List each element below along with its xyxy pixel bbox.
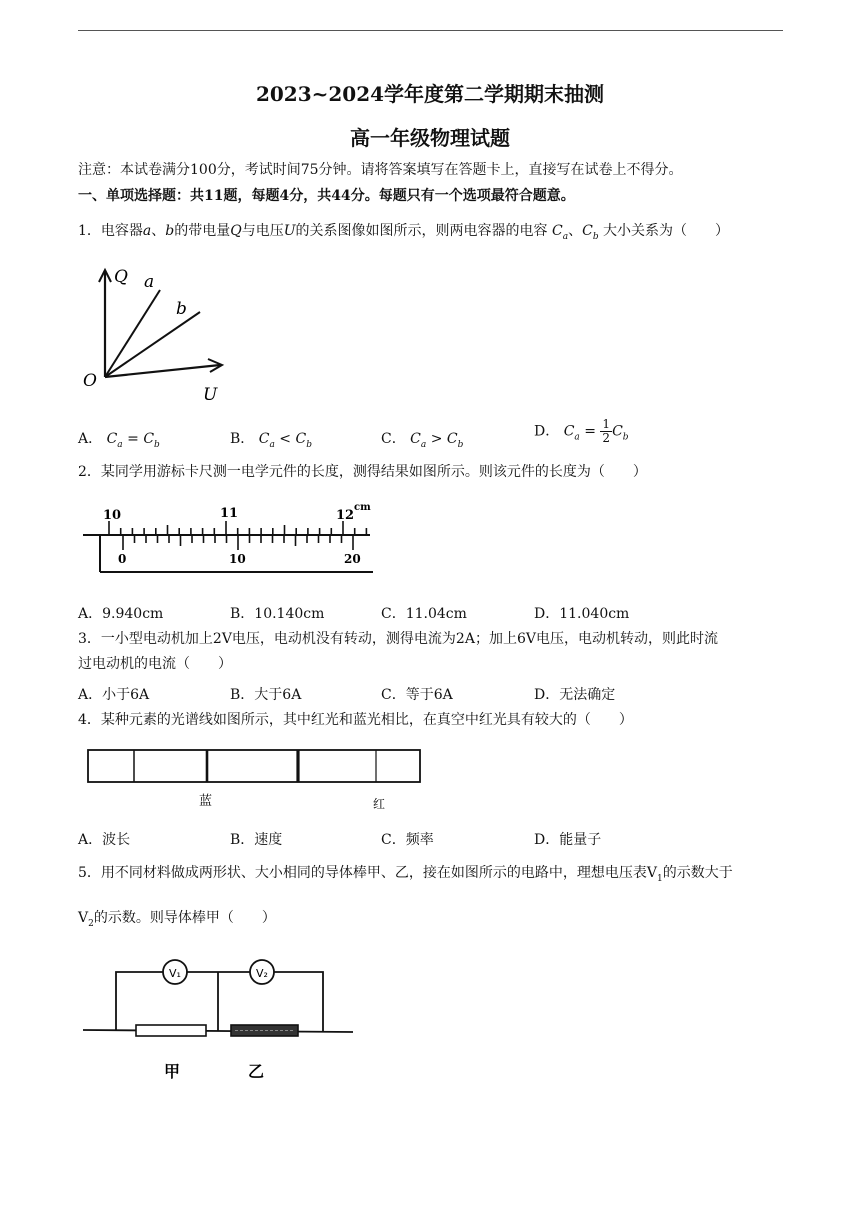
notice: 注意：本试卷满分100分，考试时间75分钟。请将答案填写在答题卡上，直接写在试卷上不得分。	[78, 162, 683, 178]
question-4-stem: 4．某种元素的光谱线如图所示，其中红光和蓝光相比，在真空中红光具有较大的（ ）	[78, 712, 633, 728]
q4-option-b[interactable]: B．速度	[230, 832, 283, 848]
x-axis-label: U	[203, 385, 218, 405]
main-label-10: 10	[103, 508, 122, 523]
q3-option-d[interactable]: D．无法确定	[534, 687, 616, 703]
q4-option-d[interactable]: D．能量子	[534, 832, 602, 848]
q1-option-c[interactable]: C． $C_a > C_b$	[381, 431, 464, 450]
q3-option-a[interactable]: A．小于6A	[78, 687, 150, 703]
top-rule	[78, 30, 783, 31]
y-axis-label: Q	[114, 267, 128, 287]
spectrum-diagram	[78, 745, 428, 815]
voltmeter-1-label: V₁	[169, 967, 181, 980]
vernier-label-10: 10	[229, 552, 246, 566]
section-heading: 一、单项选择题：共11题，每题4分，共44分。每题只有一个选项最符合题意。	[78, 188, 575, 204]
page-subtitle: 高一年级物理试题	[350, 126, 510, 150]
question-1-stem: 1．电容器a、b的带电量Q与电压U的关系图像如图所示，则两电容器的电容 $C_a$、$C_b$ 大小关系为（ ）	[78, 223, 730, 242]
q4-option-a[interactable]: A．波长	[78, 832, 131, 848]
main-scale-ticks	[109, 521, 366, 535]
origin-label: O	[83, 371, 97, 391]
half-fraction: $\frac{1}{2}$	[602, 417, 611, 445]
q1-option-d[interactable]: D． $C_a$ = $\frac{1}{2}$ $C_b$	[534, 417, 629, 445]
page-title: 2023~2024学年度第二学期期末抽测	[255, 82, 605, 106]
q2-option-b[interactable]: B．10.140cm	[230, 606, 325, 622]
question-5-stem-line1: 5．用不同材料做成两形状、大小相同的导体棒甲、乙，接在如图所示的电路中，理想电压表$V_1$的示数大于	[78, 865, 733, 884]
main-label-12: 12	[336, 508, 355, 523]
vernier-label-20: 20	[344, 552, 361, 566]
main-label-11: 11	[220, 506, 239, 521]
unit-label: cm	[354, 502, 371, 513]
vernier-scale-ticks	[123, 536, 353, 550]
q2-option-a[interactable]: A．9.940cm	[78, 606, 164, 622]
rod-jia-label: 甲	[164, 1062, 181, 1081]
voltmeter-2-label: V₂	[256, 967, 268, 980]
red-label: 红	[373, 797, 386, 811]
line-b-label: b	[176, 299, 187, 319]
q1-option-a[interactable]: A． $C_a = C_b$	[78, 431, 160, 450]
q2-option-d[interactable]: D．11.040cm	[534, 606, 630, 622]
vernier-caliper	[78, 500, 378, 580]
q1-option-b[interactable]: B． $C_a < C_b$	[230, 431, 312, 450]
qu-graph	[78, 262, 238, 412]
q2-option-c[interactable]: C．11.04cm	[381, 606, 467, 622]
q4-option-c[interactable]: C．频率	[381, 832, 434, 848]
q3-option-c[interactable]: C．等于6A	[381, 687, 453, 703]
q3-option-b[interactable]: B．大于6A	[230, 687, 302, 703]
circuit-diagram	[78, 950, 368, 1090]
vernier-label-0: 0	[118, 552, 127, 566]
question-3-stem-line2: 过电动机的电流（ ）	[78, 656, 232, 672]
question-5-stem-line2: $V_2$的示数。则导体棒甲（ ）	[78, 910, 276, 929]
question-3-stem-line1: 3．一小型电动机加上2V电压，电动机没有转动，测得电流为2A；加上6V电压，电动机转动，则此时流	[78, 631, 718, 647]
line-a-label: a	[144, 272, 155, 292]
question-2-stem: 2．某同学用游标卡尺测一电学元件的长度，测得结果如图所示。则该元件的长度为（ ）	[78, 464, 647, 480]
blue-label: 蓝	[199, 794, 213, 809]
rod-yi-label: 乙	[248, 1062, 265, 1081]
